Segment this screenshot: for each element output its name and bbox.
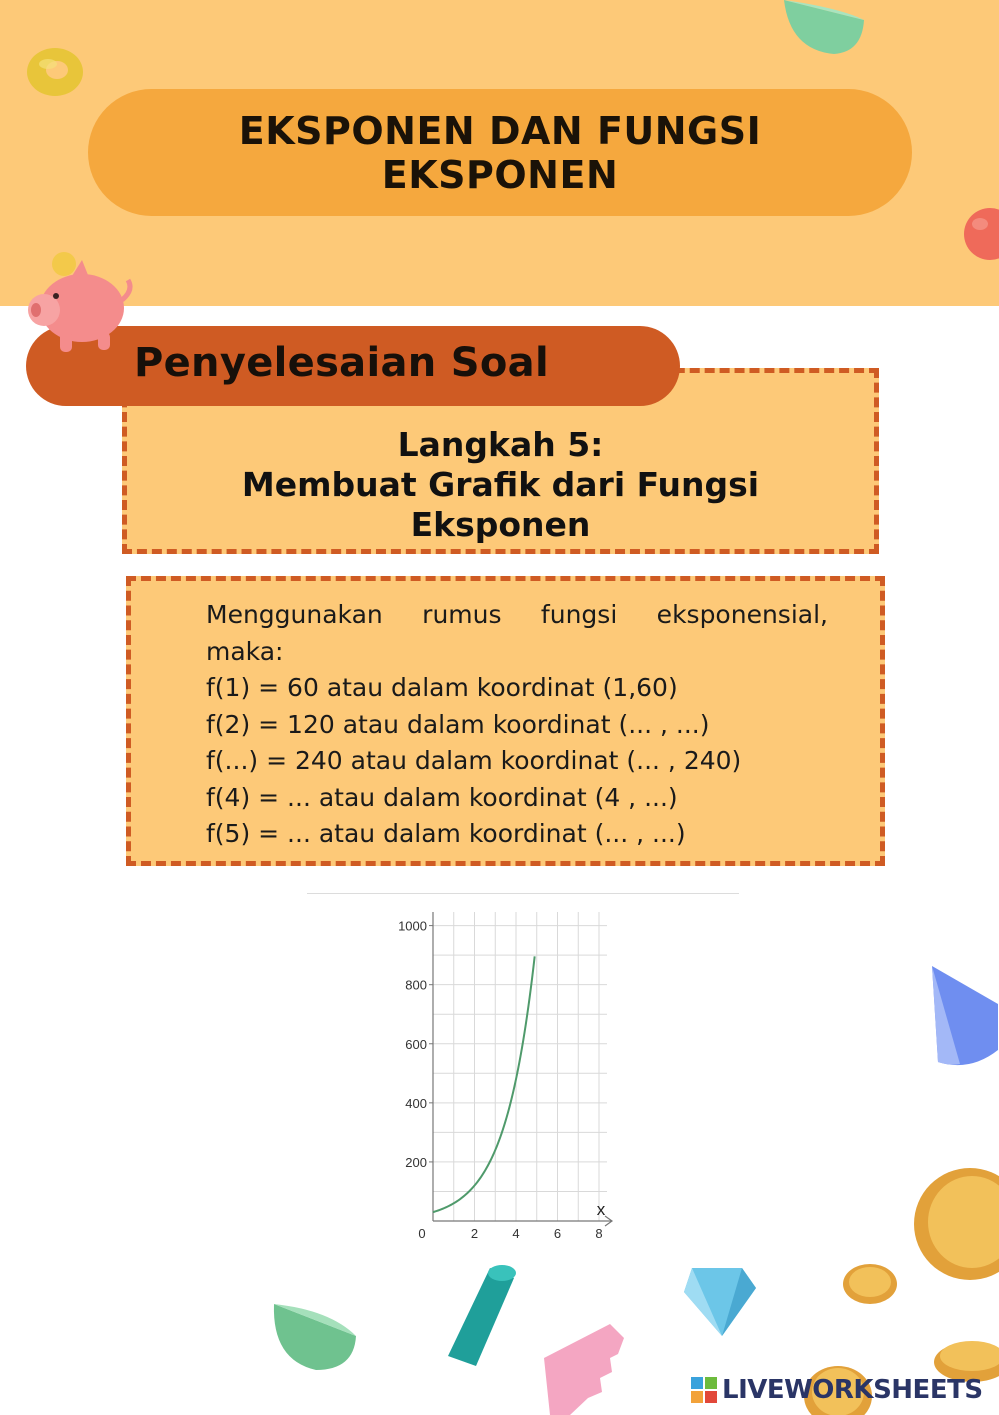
teal-cylinder-decoration: [440, 1262, 520, 1370]
small-coin-decoration: [842, 1262, 898, 1306]
y-tick-label: 600: [405, 1036, 427, 1052]
diamond-decoration: [682, 1264, 758, 1338]
work-lines: [206, 597, 828, 853]
logo-text: LIVEWORKSHEETS: [722, 1375, 983, 1405]
intro-line: Menggunakan rumus fungsi eksponensial,: [206, 600, 828, 629]
step-title-line1: Membuat Grafik dari Fungsi: [241, 465, 760, 504]
page-title: EKSPONEN DAN FUNGSI EKSPONEN: [238, 108, 762, 197]
logo-mark-icon: [690, 1376, 718, 1404]
work-line-f3: f(...) = 240 atau dalam koordinat (... , 240): [206, 746, 742, 775]
work-line-f5: f(5) = ... atau dalam koordinat (... , ...): [206, 819, 686, 848]
x-tick-label: 2: [470, 1226, 479, 1241]
work-line-f2: f(2) = 120 atau dalam koordinat (... , ...): [206, 709, 710, 739]
piggy-bank-decoration: [24, 250, 136, 362]
section-label: Penyelesaian Soal: [134, 340, 549, 386]
series-line: [433, 956, 535, 1212]
exponential-graph: [383, 912, 623, 1252]
intro-line: maka:: [206, 636, 284, 666]
x-tick-label: 6: [553, 1226, 562, 1241]
work-line-f1: f(1) = 60 atau dalam koordinat (1,60): [206, 673, 678, 702]
step-heading: [127, 425, 874, 545]
y-tick-label: 1000: [398, 918, 427, 934]
y-tick-label: 200: [405, 1154, 427, 1170]
x-tick-label: 0: [418, 1226, 426, 1241]
liveworksheets-logo: [690, 1372, 990, 1408]
x-tick-label: 4: [512, 1226, 520, 1241]
blue-cone-decoration: [930, 964, 999, 1068]
step-number: Langkah 5:: [397, 425, 604, 464]
x-tick-label: 8: [595, 1226, 603, 1241]
pink-stairs-decoration: [540, 1318, 628, 1415]
green-hemisphere-decoration: [780, 0, 866, 56]
work-box: [126, 576, 885, 866]
work-line-f4: f(4) = ... atau dalam koordinat (4 , ...): [206, 782, 678, 812]
red-ball-decoration: [962, 206, 999, 262]
x-axis-label: x: [596, 1200, 606, 1219]
divider: [307, 893, 739, 894]
gold-coin-decoration: [908, 1166, 999, 1284]
green-bowl-decoration: [270, 1300, 358, 1374]
title-pill: [88, 89, 912, 216]
y-tick-label: 400: [405, 1095, 427, 1111]
y-tick-label: 800: [405, 977, 427, 993]
ring-decoration: [24, 44, 86, 100]
step-title-line2: Eksponen: [410, 505, 591, 544]
